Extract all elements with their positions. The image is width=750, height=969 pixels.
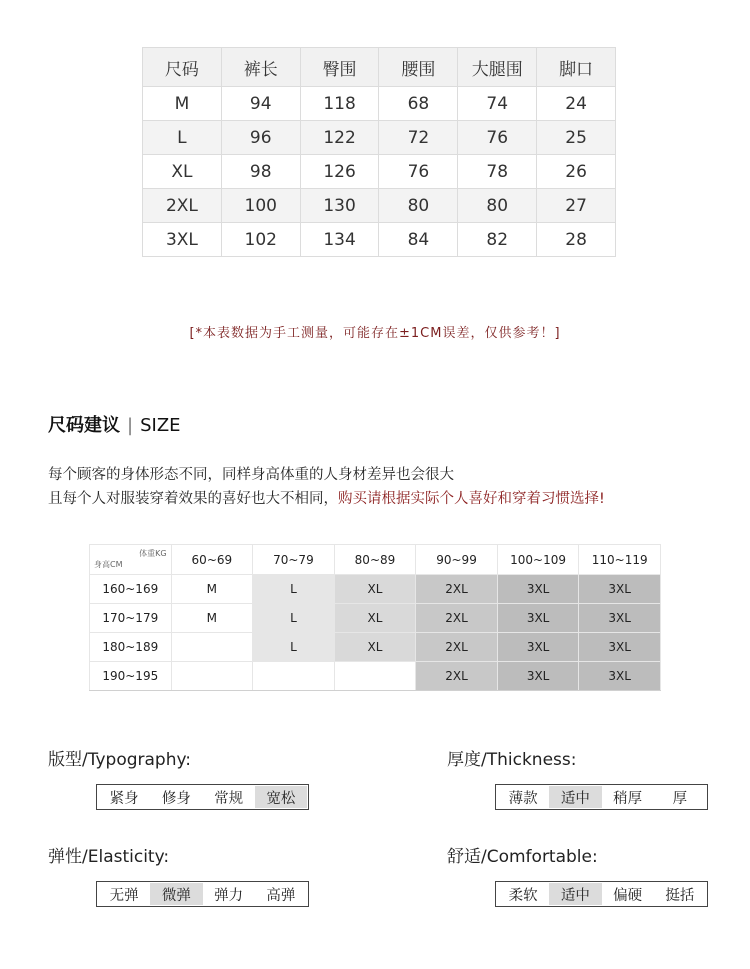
advice-line-2-text: 且每个人对服装穿着效果的喜好也大不相同， — [48, 491, 338, 507]
size-advice-title — [48, 411, 181, 437]
table-cell: 80 — [458, 189, 537, 223]
table-cell: 82 — [458, 223, 537, 257]
header-leg-opening: 脚口 — [537, 48, 616, 87]
table-row — [143, 155, 616, 189]
weight-range-header: 60~69 — [171, 545, 253, 575]
measurement-note: [*本表数据为手工测量，可能存在±1CM误差，仅供参考！] — [189, 326, 561, 341]
table-cell: 72 — [379, 121, 458, 155]
comfort-option[interactable]: 偏硬 — [613, 887, 643, 904]
table-cell: 122 — [300, 121, 379, 155]
size-cell: L — [253, 633, 335, 662]
rec-header-row — [90, 545, 661, 575]
table-cell: 84 — [379, 223, 458, 257]
size-cell: 2XL — [416, 633, 498, 662]
table-cell: 27 — [537, 189, 616, 223]
table-cell: L — [143, 121, 222, 155]
table-cell: 102 — [221, 223, 300, 257]
comfort-option-selected[interactable]: 适中 — [549, 883, 601, 905]
size-chart-header-row — [143, 48, 616, 87]
table-cell: 68 — [379, 87, 458, 121]
table-row — [143, 189, 616, 223]
size-cell — [253, 662, 335, 691]
thickness-option[interactable]: 薄款 — [508, 790, 538, 807]
table-cell: 80 — [379, 189, 458, 223]
table-cell: 28 — [537, 223, 616, 257]
size-cell: M — [171, 604, 253, 633]
elasticity-selector — [96, 881, 309, 907]
size-cell: L — [253, 604, 335, 633]
elasticity-option[interactable]: 弹力 — [214, 887, 244, 904]
size-cell: L — [253, 575, 335, 604]
table-row — [90, 633, 661, 662]
thickness-option-selected[interactable]: 适中 — [549, 786, 601, 808]
header-waist: 腰围 — [379, 48, 458, 87]
size-cell: 3XL — [579, 604, 661, 633]
size-advice-title-en: SIZE — [140, 415, 181, 436]
table-row — [143, 223, 616, 257]
title-separator: | — [127, 415, 134, 436]
table-cell: XL — [143, 155, 222, 189]
size-cell: XL — [334, 575, 416, 604]
size-cell: 3XL — [579, 575, 661, 604]
height-range-cell: 160~169 — [90, 575, 172, 604]
size-cell: XL — [334, 604, 416, 633]
table-row — [90, 575, 661, 604]
header-size: 尺码 — [143, 48, 222, 87]
advice-line-2-highlight: 购买请根据实际个人喜好和穿着习惯选择! — [338, 491, 605, 507]
fit-selector — [96, 784, 309, 810]
table-cell: 98 — [221, 155, 300, 189]
height-axis-label: 身高CM — [94, 560, 123, 569]
comfort-selector — [495, 881, 708, 907]
table-cell: 76 — [379, 155, 458, 189]
table-cell: 26 — [537, 155, 616, 189]
table-cell: 118 — [300, 87, 379, 121]
table-cell: 74 — [458, 87, 537, 121]
fit-option[interactable]: 常规 — [214, 790, 244, 807]
table-cell: 94 — [221, 87, 300, 121]
size-chart-table — [142, 47, 616, 257]
table-cell: 130 — [300, 189, 379, 223]
size-cell — [171, 633, 253, 662]
size-cell: M — [171, 575, 253, 604]
fit-option[interactable]: 紧身 — [109, 790, 139, 807]
table-cell: 24 — [537, 87, 616, 121]
table-row — [143, 121, 616, 155]
table-cell: 96 — [221, 121, 300, 155]
elasticity-option[interactable]: 无弹 — [109, 887, 139, 904]
comfort-label: 舒适/Comfortable: — [447, 847, 598, 867]
table-cell: 25 — [537, 121, 616, 155]
size-cell: 2XL — [416, 604, 498, 633]
size-recommendation-table — [89, 544, 661, 691]
comfort-option[interactable]: 柔软 — [508, 887, 538, 904]
size-cell: 3XL — [497, 604, 579, 633]
size-cell — [171, 662, 253, 691]
rec-corner-cell — [90, 545, 172, 575]
size-cell: 2XL — [416, 575, 498, 604]
advice-line-1: 每个顾客的身体形态不同，同样身高体重的人身材差异也会很大 — [48, 467, 454, 483]
thickness-option[interactable]: 厚 — [672, 790, 688, 807]
size-cell: 3XL — [497, 575, 579, 604]
weight-range-header: 110~119 — [579, 545, 661, 575]
comfort-option[interactable]: 挺括 — [665, 887, 695, 904]
thickness-option[interactable]: 稍厚 — [613, 790, 643, 807]
elasticity-option[interactable]: 高弹 — [266, 887, 296, 904]
thickness-selector — [495, 784, 708, 810]
weight-range-header: 100~109 — [497, 545, 579, 575]
size-cell: XL — [334, 633, 416, 662]
size-cell: 3XL — [497, 633, 579, 662]
table-cell: 78 — [458, 155, 537, 189]
weight-range-header: 90~99 — [416, 545, 498, 575]
weight-range-header: 80~89 — [334, 545, 416, 575]
fit-option-selected[interactable]: 宽松 — [255, 786, 307, 808]
elasticity-label: 弹性/Elasticity: — [48, 847, 170, 867]
height-range-cell: 190~195 — [90, 662, 172, 691]
fit-option[interactable]: 修身 — [161, 790, 191, 807]
table-cell: 126 — [300, 155, 379, 189]
table-row — [90, 662, 661, 691]
table-cell: 134 — [300, 223, 379, 257]
header-thigh: 大腿围 — [458, 48, 537, 87]
size-cell: 2XL — [416, 662, 498, 691]
table-cell: 76 — [458, 121, 537, 155]
table-cell: M — [143, 87, 222, 121]
size-cell: 3XL — [579, 633, 661, 662]
table-cell: 3XL — [143, 223, 222, 257]
size-cell — [334, 662, 416, 691]
size-advice-title-zh: 尺码建议 — [48, 415, 120, 436]
header-pants-length: 裤长 — [221, 48, 300, 87]
advice-line-2 — [48, 487, 605, 508]
height-range-cell: 180~189 — [90, 633, 172, 662]
weight-range-header: 70~79 — [253, 545, 335, 575]
fit-label: 版型/Typography: — [48, 750, 192, 770]
table-cell: 2XL — [143, 189, 222, 223]
height-range-cell: 170~179 — [90, 604, 172, 633]
header-hip: 臀围 — [300, 48, 379, 87]
thickness-label: 厚度/Thickness: — [447, 750, 577, 770]
weight-axis-label: 体重KG — [139, 549, 167, 558]
elasticity-option-selected[interactable]: 微弹 — [150, 883, 202, 905]
table-row — [90, 604, 661, 633]
table-cell: 100 — [221, 189, 300, 223]
size-cell: 3XL — [579, 662, 661, 691]
size-cell: 3XL — [497, 662, 579, 691]
table-row — [143, 87, 616, 121]
